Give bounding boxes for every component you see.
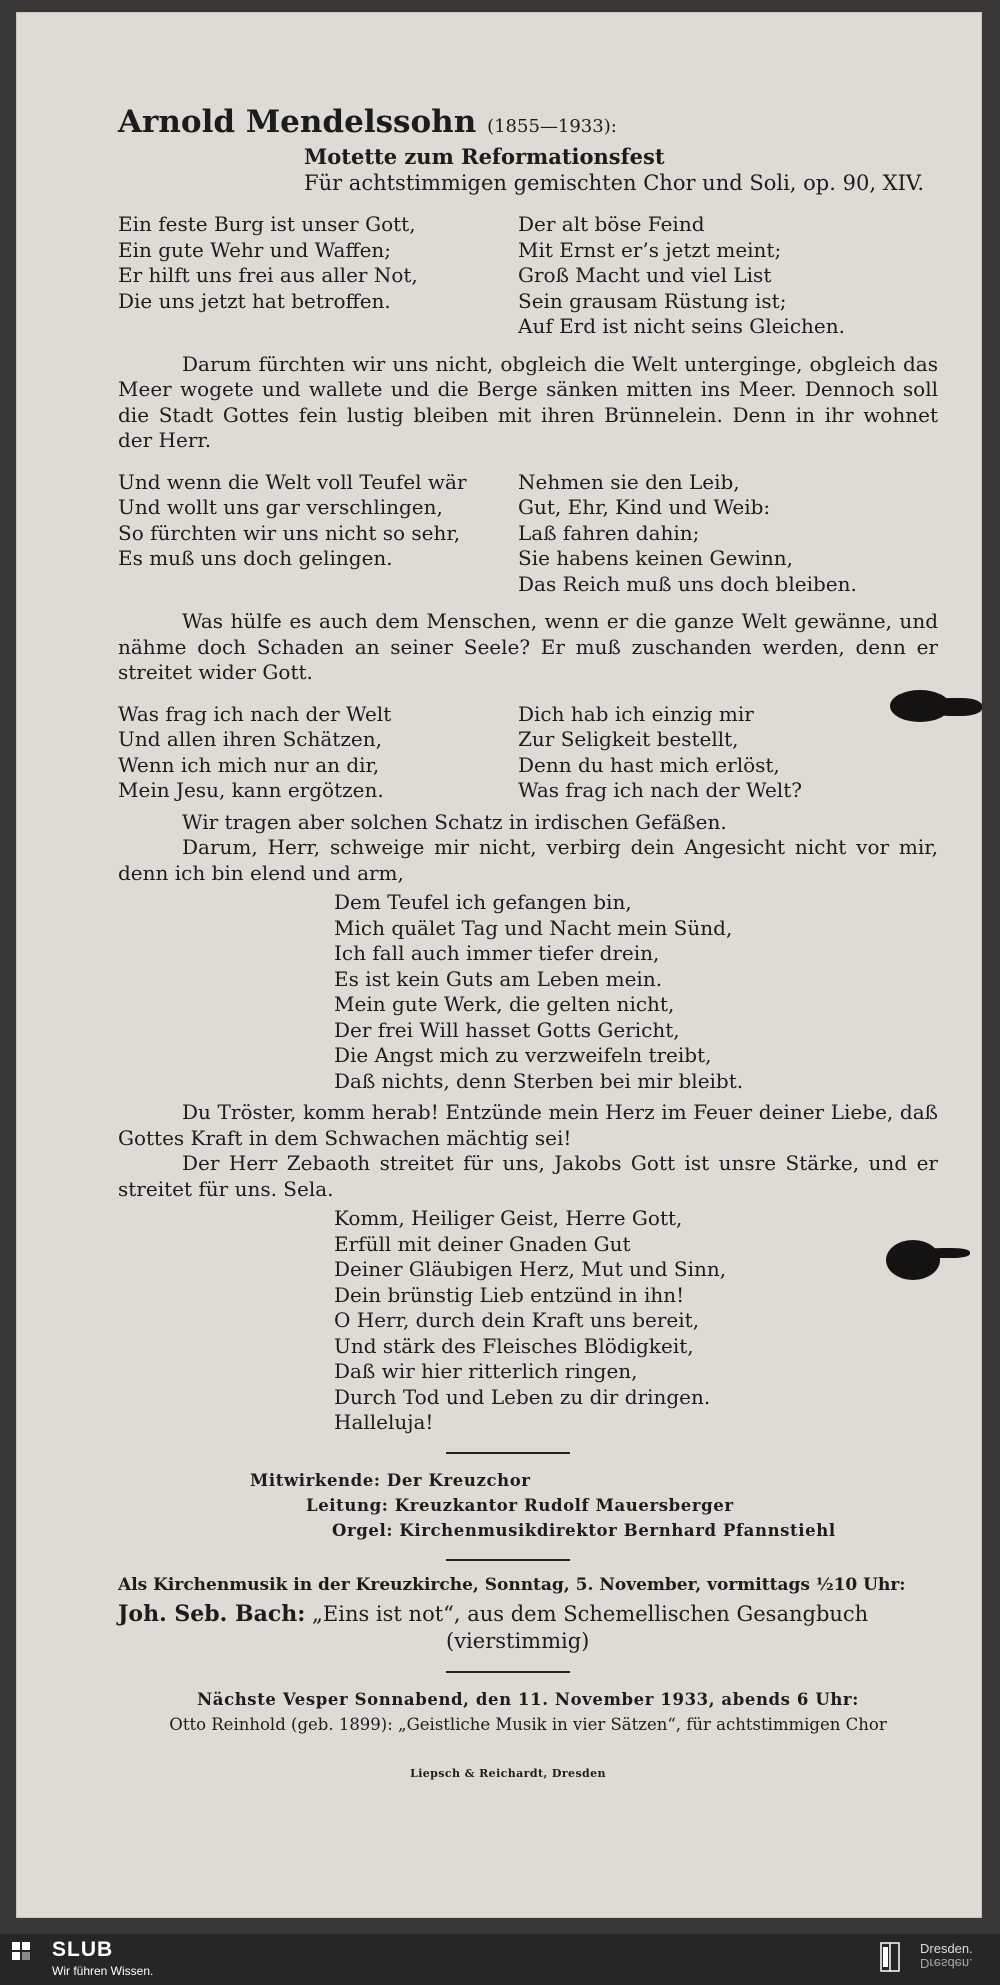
verse-line: Das Reich muß uns doch bleiben. — [518, 571, 857, 596]
verse-line: Es muß uns doch gelingen. — [118, 546, 393, 570]
composer-name: Arnold Mendelssohn — [118, 104, 477, 140]
stanza-2-right — [518, 470, 938, 598]
work-title: Motette zum Reformationsfest — [304, 144, 665, 169]
credit-conductor: Leitung: Kreuzkantor Rudolf Mauersberger — [306, 1495, 734, 1515]
verse-line: Dich hab ich einzig mir — [518, 701, 754, 726]
kirchenmusik-program — [118, 1601, 938, 1655]
prose-paragraph: Darum fürchten wir uns nicht, obgleich die Welt unterginge, obgleich das Meer wogete und wallete und die Berge sänken mitten ins Meer. Dennoch soll die Stadt Gottes fein lustig bleiben mit ihren Brünnelein. Denn in ihr wohnet der Herr. — [118, 351, 938, 452]
prose-block-3 — [118, 810, 938, 887]
slub-title[interactable]: SLUB — [52, 1938, 114, 1961]
verse-line: Ich fall auch immer tiefer drein, — [334, 941, 660, 965]
verse-line: Dem Teufel ich gefangen bin, — [334, 890, 632, 914]
divider — [446, 1559, 570, 1561]
verse-line: Der frei Will hasset Gotts Gericht, — [334, 1017, 680, 1042]
kirchenmusik-composer: Joh. Seb. Bach: — [118, 1600, 306, 1627]
document-page — [16, 12, 982, 1918]
stanza-1 — [118, 212, 938, 340]
verse-line: Denn du hast mich erlöst, — [518, 752, 780, 777]
verse-line: Was frag ich nach der Welt? — [518, 778, 802, 802]
dresden-crest-icon[interactable] — [880, 1942, 900, 1972]
stanza-3-left — [118, 702, 518, 804]
verse-line: Er hilft uns frei aus aller Not, — [118, 263, 418, 287]
printer-imprint: Liepsch & Reichardt, Dresden — [410, 1766, 606, 1780]
prose-block-2 — [118, 609, 938, 686]
kirchenmusik-line-1 — [118, 1601, 938, 1628]
divider — [446, 1671, 570, 1673]
stanza-1-left — [118, 212, 518, 340]
verse-line: Komm, Heiliger Geist, Herre Gott, — [334, 1206, 683, 1230]
verse-line: Und stärk des Fleisches Blödigkeit, — [334, 1333, 694, 1358]
verse-line: Daß wir hier ritterlich ringen, — [334, 1359, 638, 1383]
stanza-1-right — [518, 212, 938, 340]
verse-line: Die Angst mich zu verzweifeln treibt, — [334, 1043, 712, 1067]
verse-line: Dein brünstig Lieb entzünd in ihn! — [334, 1282, 685, 1307]
verse-line: Deiner Gläubigen Herz, Mut und Sinn, — [334, 1257, 727, 1281]
verse-block-5 — [334, 1206, 938, 1436]
verse-line: Mit Ernst er’s jetzt meint; — [518, 237, 782, 262]
verse-line: Laß fahren dahin; — [518, 520, 700, 545]
prose-paragraph: Wir tragen aber solchen Schatz in irdischen Gefäßen. — [182, 809, 727, 834]
verse-line: Sie habens keinen Gewinn, — [518, 546, 793, 570]
verse-line: Halleluja! — [334, 1410, 434, 1434]
slub-logo-icon[interactable] — [12, 1942, 30, 1960]
next-vesper-date: Nächste Vesper Sonnabend, den 11. November 1933, abends 6 Uhr: — [197, 1689, 859, 1709]
program-text — [118, 100, 938, 1780]
slub-tagline: Wir führen Wissen. — [52, 1964, 154, 1978]
verse-line: Mich quälet Tag und Nacht mein Sünd, — [334, 915, 733, 940]
stanza-2-left — [118, 470, 518, 598]
verse-line: Und allen ihren Schätzen, — [118, 727, 382, 751]
verse-line: Zur Seligkeit bestellt, — [518, 727, 739, 751]
verse-line: Erfüll mit deiner Gnaden Gut — [334, 1231, 631, 1256]
dresden-wordmark[interactable] — [920, 1942, 973, 1970]
dresden-label: Dresden. — [920, 1941, 973, 1956]
next-vesper-program: Otto Reinhold (geb. 1899): „Geistliche Musik in vier Sätzen“, für achtstimmigen Chor — [169, 1714, 887, 1734]
verse-line: Ein gute Wehr und Waffen; — [118, 237, 392, 262]
verse-block-4 — [334, 890, 938, 1094]
verse-line: Sein grausam Rüstung ist; — [518, 288, 787, 313]
kirchenmusik-scoring: (vierstimmig) — [446, 1628, 590, 1653]
verse-line: Die uns jetzt hat betroffen. — [118, 288, 391, 313]
stanza-3-right — [518, 702, 938, 804]
divider — [446, 1452, 570, 1454]
credit-organ: Orgel: Kirchenmusikdirektor Bernhard Pfannstiehl — [332, 1520, 836, 1540]
verse-line: Und wollt uns gar verschlingen, — [118, 495, 443, 519]
work-scoring: Für achtstimmigen gemischten Chor und Soli, op. 90, XIV. — [304, 171, 925, 195]
verse-line: Nehmen sie den Leib, — [518, 469, 740, 494]
verse-line: Und wenn die Welt voll Teufel wär — [118, 469, 467, 494]
prose-block-4 — [118, 1100, 938, 1202]
verse-line: Es ist kein Guts am Leben mein. — [334, 966, 663, 991]
prose-paragraph: Du Tröster, komm herab! Entzünde mein Herz im Feuer deiner Liebe, daß Gottes Kraft in dem Schwachen mächtig sei! — [118, 1100, 938, 1150]
kirchenmusik-announcement: Als Kirchenmusik in der Kreuzkirche, Sonntag, 5. November, vormittags ½10 Uhr: — [118, 1574, 906, 1595]
kirchenmusik-work: „Eins ist not“, aus dem Schemellischen Gesangbuch — [312, 1601, 869, 1626]
verse-line: O Herr, durch dein Kraft uns bereit, — [334, 1308, 700, 1332]
verse-line: Mein gute Werk, die gelten nicht, — [334, 992, 675, 1016]
verse-line: Auf Erd ist nicht seins Gleichen. — [518, 314, 845, 338]
verse-line: Daß nichts, denn Sterben bei mir bleibt. — [334, 1068, 744, 1093]
slub-footer — [0, 1934, 1000, 1985]
verse-line: Der alt böse Feind — [518, 212, 705, 236]
verse-line: So fürchten wir uns nicht so sehr, — [118, 520, 461, 545]
credit-performers: Mitwirkende: Der Kreuzchor — [250, 1470, 531, 1490]
composer-years: (1855—1933): — [487, 116, 617, 137]
verse-line: Groß Macht und viel List — [518, 263, 772, 287]
verse-line: Durch Tod und Leben zu dir dringen. — [334, 1384, 711, 1409]
stanza-2 — [118, 470, 938, 598]
verse-line: Was frag ich nach der Welt — [118, 701, 392, 726]
dresden-label-reflection: Dresden. — [920, 1956, 973, 1971]
verse-line: Gut, Ehr, Kind und Weib: — [518, 495, 771, 519]
prose-block-1 — [118, 352, 938, 454]
verse-line: Mein Jesu, kann ergötzen. — [118, 778, 384, 802]
stanza-3 — [118, 702, 938, 804]
verse-line: Ein feste Burg ist unser Gott, — [118, 212, 416, 236]
verse-line: Wenn ich mich nur an dir, — [118, 752, 380, 777]
prose-paragraph: Darum, Herr, schweige mir nicht, verbirg dein Angesicht nicht vor mir, denn ich bin elend und arm, — [118, 835, 938, 885]
credits — [118, 1468, 938, 1543]
composer-heading — [118, 100, 938, 144]
prose-paragraph: Der Herr Zebaoth streitet für uns, Jakobs Gott ist unsre Stärke, und er streitet für uns. Sela. — [118, 1151, 938, 1201]
prose-paragraph: Was hülfe es auch dem Menschen, wenn er die ganze Welt gewänne, und nähme doch Schaden an seiner Seele? Er muß zuschanden werden, denn er streitet wider Gott. — [118, 609, 938, 684]
